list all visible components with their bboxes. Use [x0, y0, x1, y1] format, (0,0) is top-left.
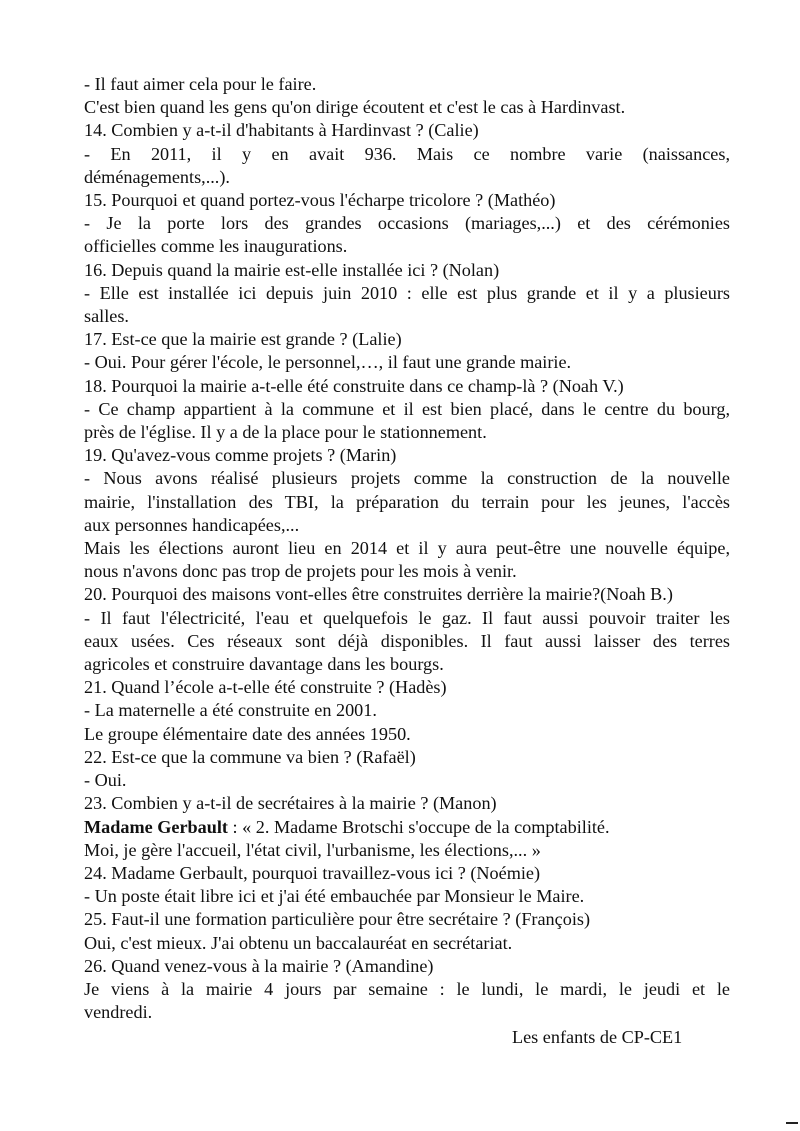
text-line: 17. Est-ce que la mairie est grande ? (Lalie) [84, 329, 402, 350]
text-line: Oui, c'est mieux. J'ai obtenu un baccalauréat en secrétariat. [84, 932, 513, 953]
text-line: C'est bien quand les gens qu'on dirige écoutent et c'est le cas à Hardinvast. [84, 97, 626, 118]
text-line: - Oui. Pour gérer l'école, le personnel,…, il faut une grande mairie. [84, 352, 572, 373]
text-line: Moi, je gère l'accueil, l'état civil, l'urbanisme, les élections,... » [84, 839, 541, 860]
text-line: officielles comme les inaugurations. [84, 236, 348, 257]
text-line: 26. Quand venez-vous à la mairie ? (Amandine) [84, 955, 434, 976]
text-line: - Elle est installée ici depuis juin 2010 : elle est plus grande et il y a plusieurs [84, 282, 730, 303]
scan-edge-mark [786, 1122, 798, 1124]
text-line: 19. Qu'avez-vous comme projets ? (Marin) [84, 445, 397, 466]
text-line: 23. Combien y a-t-il de secrétaires à la mairie ? (Manon) [84, 793, 497, 814]
text-line: près de l'église. Il y a de la place pour le stationnement. [84, 422, 487, 443]
text-line: déménagements,...). [84, 166, 230, 187]
text-line: - Je la porte lors des grandes occasions (mariages,...) et des cérémonies [84, 213, 730, 234]
text-line: 16. Depuis quand la mairie est-elle installée ici ? (Nolan) [84, 259, 500, 280]
text-line: mairie, l'installation des TBI, la préparation du terrain pour les jeunes, l'accès [84, 491, 730, 512]
text-line: 22. Est-ce que la commune va bien ? (Rafaël) [84, 746, 416, 767]
text-line: nous n'avons donc pas trop de projets pour les mois à venir. [84, 561, 517, 582]
text-line: 21. Quand l’école a-t-elle été construite ? (Hadès) [84, 677, 447, 698]
text-line: aux personnes handicapées,... [84, 514, 300, 535]
text-line: salles. [84, 306, 129, 327]
text-line [84, 816, 730, 839]
text-line: - Il faut l'électricité, l'eau et quelquefois le gaz. Il faut aussi pouvoir traiter les [84, 607, 730, 628]
text-line: - Ce champ appartient à la commune et il est bien placé, dans le centre du bourg, [84, 398, 730, 419]
text-line: 24. Madame Gerbault, pourquoi travaillez-vous ici ? (Noémie) [84, 862, 541, 883]
text-line: 15. Pourquoi et quand portez-vous l'écharpe tricolore ? (Mathéo) [84, 190, 556, 211]
interview-text [84, 73, 730, 1024]
text-line: Je viens à la mairie 4 jours par semaine : le lundi, le mardi, le jeudi et le [84, 978, 730, 999]
text-line: 18. Pourquoi la mairie a-t-elle été construite dans ce champ-là ? (Noah V.) [84, 375, 624, 396]
text-line: Le groupe élémentaire date des années 1950. [84, 723, 411, 744]
text-line: 25. Faut-il une formation particulière pour être secrétaire ? (François) [84, 909, 591, 930]
text-line: eaux usées. Ces réseaux sont déjà disponibles. Il faut aussi laisser des terres [84, 630, 730, 651]
text-line: Mais les élections auront lieu en 2014 et il y aura peut-être une nouvelle équipe, [84, 538, 730, 559]
speaker-text: : « 2. Madame Brotschi s'occupe de la comptabilité. [227, 816, 610, 837]
text-line: - Oui. [84, 770, 127, 791]
signature: Les enfants de CP-CE1 [512, 1027, 683, 1047]
text-line: 20. Pourquoi des maisons vont-elles être construites derrière la mairie?(Noah B.) [84, 584, 673, 605]
text-line: - Un poste était libre ici et j'ai été embauchée par Monsieur le Maire. [84, 886, 585, 907]
text-line: - Il faut aimer cela pour le faire. [84, 74, 317, 94]
text-line: 14. Combien y a-t-il d'habitants à Hardinvast ? (Calie) [84, 120, 479, 141]
text-line: agricoles et construire davantage dans les bourgs. [84, 654, 444, 675]
text-line: - Nous avons réalisé plusieurs projets comme la construction de la nouvelle [84, 468, 730, 489]
text-line: - En 2011, il y en avait 936. Mais ce nombre varie (naissances, [84, 143, 730, 164]
text-line: - La maternelle a été construite en 2001. [84, 700, 377, 721]
text-line: vendredi. [84, 1002, 153, 1023]
speaker-name: Madame Gerbault [84, 816, 228, 837]
